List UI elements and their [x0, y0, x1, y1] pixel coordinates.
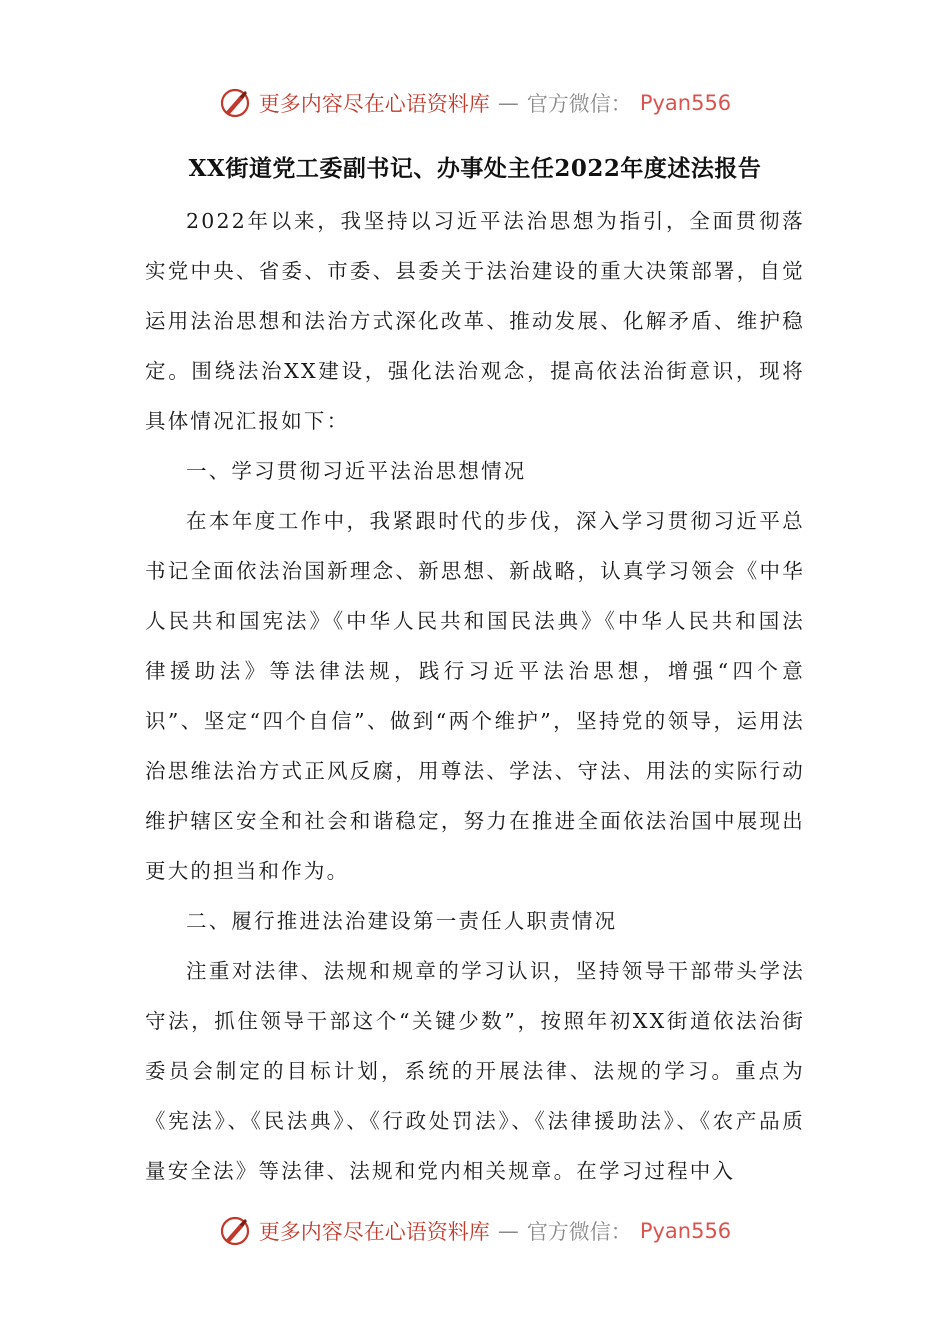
watermark-wechat-id: Pyan556: [639, 1219, 732, 1243]
watermark-header: [0, 83, 950, 123]
document-title: XX街道党工委副书记、办事处主任2022年度述法报告: [188, 155, 762, 182]
section2-paragraph: 注重对法律、法规和规章的学习认识，坚持领导干部带头学法守法，抓住领导干部这个“关键少数”，按照年初XX街道依法治街委员会制定的目标计划，系统的开展法律、法规的学习。重点为《宪法》、《民法典》、《行政处罚法》、《法律援助法》、《农产品质量安全法》等法律、法规和党内相关规章。在学习过程中入: [145, 959, 805, 1183]
watermark-main-text: 更多内容尽在心语资料库: [258, 1220, 490, 1244]
section1-heading: 一、学习贯彻习近平法治思想情况: [186, 459, 527, 483]
watermark-wechat-id: Pyan556: [639, 91, 732, 115]
section1-paragraph: 在本年度工作中，我紧跟时代的步伐，深入学习贯彻习近平总书记全面依法治国新理念、新思想、新战略，认真学习领会《中华人民共和国宪法》《中华人民共和国民法典》《中华人民共和国法律援助法》等法律法规，践行习近平法治思想，增强“四个意识”、坚定“四个自信”、做到“两个维护”，坚持党的领导，运用法治思维法治方式正风反腐，用尊法、学法、守法、用法的实际行动维护辖区安全和社会和谐稳定，努力在推进全面依法治国中展现出更大的担当和作为。: [145, 509, 805, 883]
section2-heading: 二、履行推进法治建设第一责任人职责情况: [186, 909, 618, 933]
document-body: [145, 196, 805, 1196]
watermark-main-text: 更多内容尽在心语资料库: [258, 92, 490, 116]
watermark-footer: [0, 1211, 950, 1251]
watermark-dash: —: [497, 91, 519, 115]
watermark-wechat-label: 官方微信：: [526, 92, 632, 116]
watermark-dash: —: [497, 1219, 519, 1243]
pen-circle-logo-icon: [219, 1215, 251, 1247]
intro-paragraph: 2022年以来，我坚持以习近平法治思想为指引，全面贯彻落实党中央、省委、市委、县委关于法治建设的重大决策部署，自觉运用法治思想和法治方式深化改革、推动发展、化解矛盾、维护稳定。围绕法治XX建设，强化法治观念，提高依法治街意识，现将具体情况汇报如下：: [145, 209, 805, 433]
pen-circle-logo-icon: [219, 87, 251, 119]
watermark-wechat-label: 官方微信：: [526, 1220, 632, 1244]
